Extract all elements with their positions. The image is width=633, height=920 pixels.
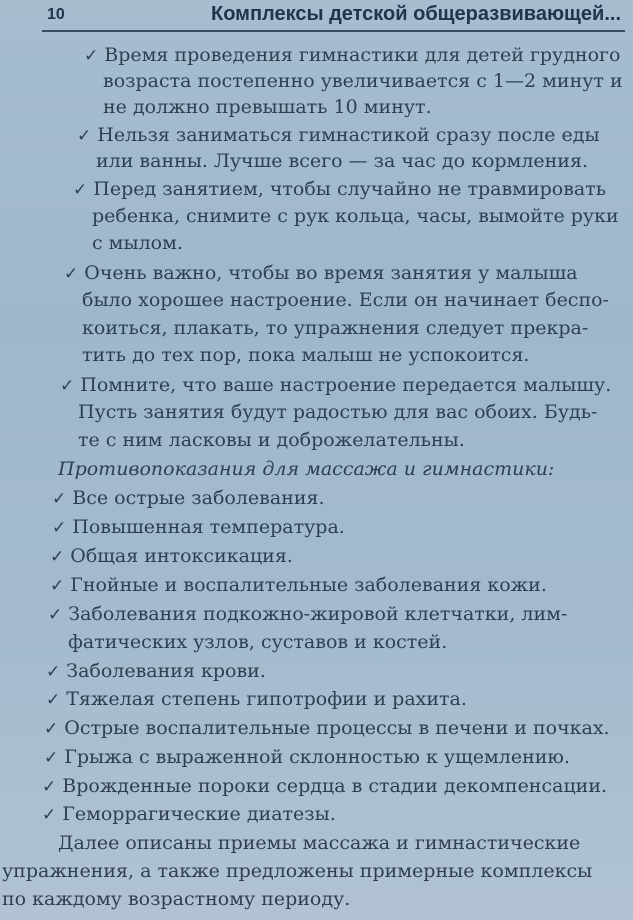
contraindication-item: ✓ Повышенная температура. xyxy=(52,516,345,538)
contraindication-item: ✓ Все острые заболевания. xyxy=(52,487,325,509)
paragraph-line: Далее описаны приемы массажа и гимнастические xyxy=(58,832,581,854)
contraindication-line: ✓ Заболевания подкожно-жировой клетчатки, лим- xyxy=(48,603,568,625)
check-icon: ✓ xyxy=(50,547,65,567)
header-rule xyxy=(42,30,625,32)
check-icon: ✓ xyxy=(73,180,88,200)
tip-line: ✓ Нельзя заниматься гимнастикой сразу после еды xyxy=(77,124,600,146)
tip-line: ✓ Помните, что ваше настроение передается малышу. xyxy=(60,374,612,396)
running-title: Комплексы детской общеразвивающей... xyxy=(210,3,621,25)
contraindication-item: ✓ Геморрагические диатезы. xyxy=(42,803,336,825)
tip-line: тить до тех пор, пока малыш не успокоится. xyxy=(82,344,530,366)
check-icon: ✓ xyxy=(52,518,67,538)
tip-line: ребенка, снимите с рук кольца, часы, вымойте руки xyxy=(92,205,619,227)
tip-line: коиться, плакать, то упражнения следует прекра- xyxy=(82,317,589,339)
paragraph-line: по каждому возрастному периоду. xyxy=(2,888,351,910)
contraindications-heading: Противопоказания для массажа и гимнастики: xyxy=(58,458,555,480)
check-icon: ✓ xyxy=(42,805,57,825)
tip-line: возраста постепенно увеличивается с 1—2 минут и xyxy=(103,70,623,92)
contraindication-item: ✓ Острые воспалительные процессы в печени и почках. xyxy=(44,717,610,739)
tip-line: не должно превышать 10 минут. xyxy=(103,96,432,118)
page-header xyxy=(0,0,633,32)
check-icon: ✓ xyxy=(50,576,65,596)
page-number: 10 xyxy=(47,6,65,23)
tip-line: ✓ Перед занятием, чтобы случайно не травмировать xyxy=(73,178,607,200)
check-icon: ✓ xyxy=(44,719,59,739)
tip-line: или ванны. Лучше всего — за час до кормления. xyxy=(96,150,588,172)
contraindication-item: ✓ Гнойные и воспалительные заболевания кожи. xyxy=(50,574,547,596)
check-icon: ✓ xyxy=(48,605,63,625)
contraindication-item: ✓ Заболевания крови. xyxy=(46,660,266,682)
tip-line: те с ним ласковы и доброжелательны. xyxy=(78,429,465,451)
contraindication-item: ✓ Грыжа с выраженной склонностью к ущемлению. xyxy=(44,746,571,768)
check-icon: ✓ xyxy=(60,376,75,396)
contraindication-line: фатических узлов, суставов и костей. xyxy=(68,631,448,653)
tip-line: Пусть занятия будут радостью для вас обоих. Будь- xyxy=(78,401,598,423)
tip-line: ✓ Время проведения гимнастики для детей грудного xyxy=(84,44,621,66)
contraindication-item: ✓ Общая интоксикация. xyxy=(50,545,293,567)
contraindication-item: ✓ Тяжелая степень гипотрофии и рахита. xyxy=(46,688,467,710)
tip-line: ✓ Очень важно, чтобы во время занятия у малыша xyxy=(64,262,578,284)
check-icon: ✓ xyxy=(52,489,67,509)
check-icon: ✓ xyxy=(64,264,79,284)
check-icon: ✓ xyxy=(44,748,59,768)
check-icon: ✓ xyxy=(77,126,92,146)
check-icon: ✓ xyxy=(46,662,61,682)
check-icon: ✓ xyxy=(46,690,61,710)
tip-line: с мылом. xyxy=(92,232,183,254)
check-icon: ✓ xyxy=(84,46,99,66)
check-icon: ✓ xyxy=(42,777,57,797)
contraindication-item: ✓ Врожденные пороки сердца в стадии декомпенсации. xyxy=(42,775,608,797)
tip-line: было хорошее настроение. Если он начинает беспо- xyxy=(82,289,609,311)
paragraph-line: упражнения, а также предложены примерные комплексы xyxy=(2,860,593,882)
